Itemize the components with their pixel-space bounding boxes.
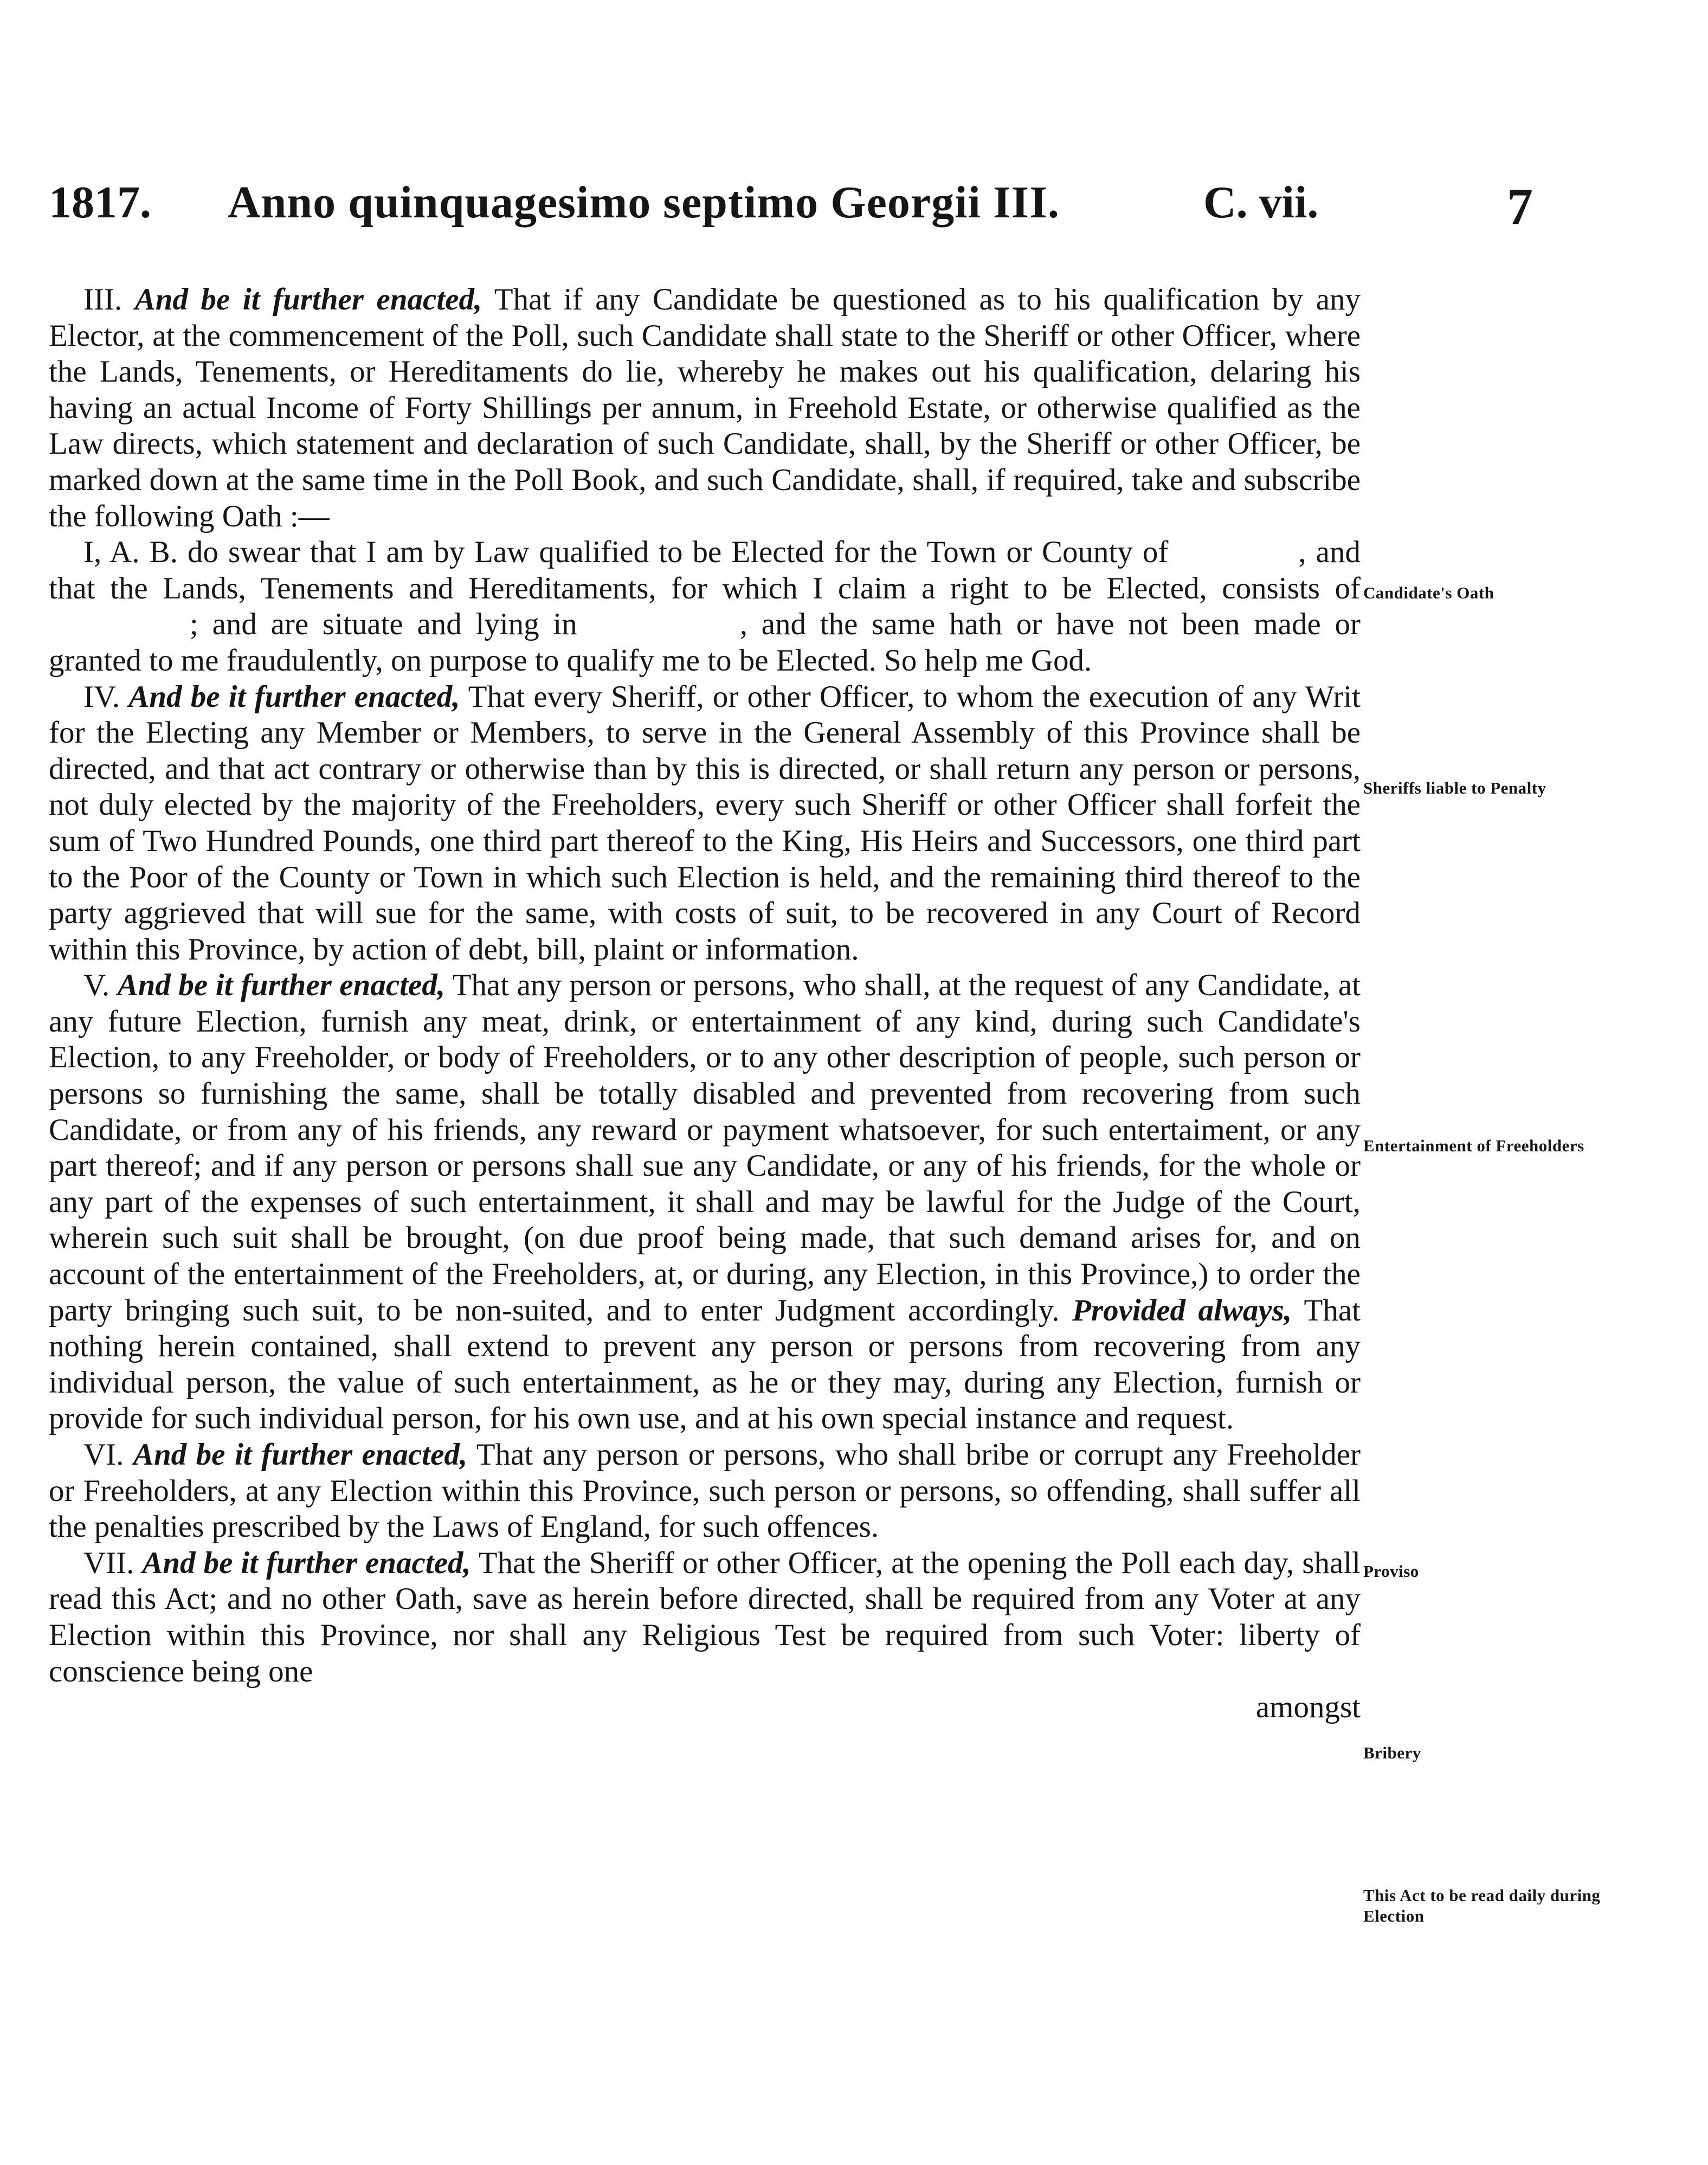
enacting-clause: And be it further enacted,	[134, 282, 482, 317]
margin-note-act-read: This Act to be read daily during Election	[1363, 1886, 1601, 1925]
oath-text-2: , and that the Lands, Tenements and Hereditaments, for which I claim a right to be Elected, consists of	[49, 535, 1361, 605]
section-3	[49, 282, 1361, 534]
section-number: III.	[83, 282, 123, 317]
section-text: That if any Candidate be questioned as to his qualification by any Elector, at the commencement of the Poll, such Candidate shall state to the Sheriff or other Officer, where the Lands, Tenements, or Hereditaments do lie, whereby he makes out his qualification, delaring his having an actual Income of Forty Shillings per annum, in Freehold Estate, or otherwise qualified as the Law directs, which statement and declaration of such Candidate, shall, by the Sheriff or other Officer, be marked down at the same time in the Poll Book, and such Candidate, shall, if required, take and subscribe the following Oath :—	[49, 282, 1361, 533]
section-text: That the Sheriff or other Officer, at the opening the Poll each day, shall read this Act; and no other Oath, save as herein before directed, shall be required from any Voter at any Election within this Province, nor shall any Religious Test be required from such Voter: liberty of conscience being one	[49, 1545, 1361, 1689]
margin-note-proviso: Proviso	[1363, 1562, 1419, 1581]
section-number: V.	[83, 968, 110, 1003]
section-text: That any person or persons, who shall, at the request of any Candidate, at any future Election, furnish any meat, drink, or entertainment of any kind, during such Candidate's Election, to any Freeholder, or body of Freeholders, or to any other description of people, such person or persons so furnishing the same, shall be totally disabled and prevented from recovering from such Candidate, or from any of his friends, any reward or payment whatsoever, for such entertaiment, or any part thereof; and if any person or persons shall sue any Candidate, or any of his friends, for the whole or any part of the expenses of such entertainment, it shall and may be lawful for the Judge of the Court, wherein such suit shall be brought, (on due proof being made, that such demand arises for, and on account of the entertainment of the Freeholders, at, or during, any Election, in this Province,) to order the party bringing such suit, to be non-suited, and to enter Judgment accordingly.	[49, 968, 1361, 1328]
header-title: Anno quinquagesimo septimo Georgii III.	[228, 177, 1060, 228]
proviso-clause: Provided always,	[1072, 1293, 1292, 1328]
candidate-oath	[49, 534, 1361, 679]
oath-text-3: ; and are situate and lying in	[190, 607, 577, 642]
page-number: 7	[1507, 177, 1533, 235]
catchword: amongst	[1255, 1690, 1361, 1725]
statute-body	[49, 282, 1361, 1726]
margin-note-entertainment: Entertainment of Freeholders	[1363, 1136, 1584, 1155]
oath-text-1: I, A. B. do swear that I am by Law qualified to be Elected for the Town or County of	[83, 535, 1169, 570]
enacting-clause: And be it further enacted,	[133, 1438, 468, 1472]
section-4	[49, 679, 1361, 968]
section-number: IV.	[83, 679, 120, 714]
section-7	[49, 1545, 1361, 1690]
section-number: VI.	[83, 1438, 124, 1472]
margin-note-bribery: Bribery	[1363, 1743, 1421, 1762]
proviso-text: That nothing herein contained, shall extend to prevent any person or persons from recovering from any individual person, the value of such entertainment, as he or they may, during any Election, furnish or provide for such individual person, for his own use, and at his own special instance and request.	[49, 1293, 1361, 1436]
oath-text-4: , and the same hath or have not been made or granted to me fraudulently, on purpose to qualify me to be Elected. So help me God.	[49, 607, 1361, 678]
margin-note-sheriffs: Sheriffs liable to Penalty	[1363, 778, 1546, 797]
header-year: 1817.	[49, 177, 151, 228]
enacting-clause: And be it further enacted,	[128, 679, 460, 714]
header-chapter: C. vii.	[1203, 177, 1319, 228]
running-header	[49, 176, 1545, 252]
margin-note-oath: Candidate's Oath	[1363, 583, 1494, 602]
section-5	[49, 968, 1361, 1437]
section-text: That every Sheriff, or other Officer, to whom the execution of any Writ for the Electing any Member or Members, to serve in the General Assembly of this Province shall be directed, and that act contrary or otherwise than by this is directed, or shall return any person or persons, not duly elected by the majority of the Freeholders, every such Sheriff or other Officer shall forfeit the sum of Two Hundred Pounds, one third part thereof to the King, His Heirs and Successors, one third part to the Poor of the County or Town in which such Election is held, and the remaining third thereof to the party aggrieved that will sue for the same, with costs of suit, to be recovered in any Court of Record within this Province, by action of debt, bill, plaint or information.	[49, 679, 1361, 966]
enacting-clause: And be it further enacted,	[117, 968, 446, 1003]
section-6	[49, 1437, 1361, 1545]
section-number: VII.	[83, 1545, 134, 1580]
enacting-clause: And be it further enacted,	[142, 1545, 471, 1580]
section-text: That any person or persons, who shall bribe or corrupt any Freeholder or Freeholders, at any Election within this Province, such person or persons, so offending, shall suffer all the penalties prescribed by the Laws of England, for such offences.	[49, 1438, 1361, 1544]
